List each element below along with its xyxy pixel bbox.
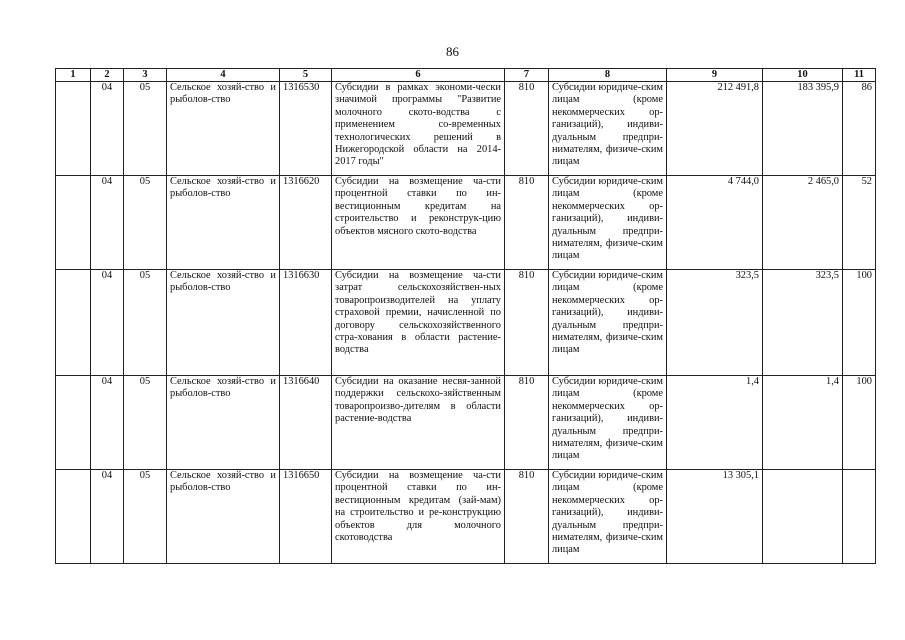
cell-section-name: Сельское хозяй-ство и рыболов-ство (167, 470, 280, 564)
page-number: 86 (446, 44, 459, 59)
cell-expense-type: 810 (505, 376, 549, 470)
cell-description: Субсидии на возмещение ча-сти процентной ставки по ин-вестиционным кредитам на строительство и реконструк-цию объектов мясного ското-водства (332, 176, 505, 270)
cell-index (56, 176, 91, 270)
table-row (56, 376, 876, 470)
cell-planned-amount: 13 305,1 (667, 470, 763, 564)
cell-description: Субсидии на оказание несвя-занной поддержки сельскохо-зяйственным товаропроизво-дителям в области растение-водства (332, 376, 505, 470)
cell-target-code: 1316620 (280, 176, 332, 270)
cell-target-code: 1316630 (280, 270, 332, 376)
col-header-4: 4 (167, 69, 280, 82)
cell-section: 04 (91, 176, 124, 270)
cell-planned-amount: 323,5 (667, 270, 763, 376)
cell-subsection: 05 (124, 82, 167, 176)
col-header-7: 7 (505, 69, 549, 82)
cell-index (56, 82, 91, 176)
cell-actual-amount: 183 395,9 (763, 82, 843, 176)
cell-target-code: 1316530 (280, 82, 332, 176)
cell-section-name: Сельское хозяй-ство и рыболов-ство (167, 376, 280, 470)
cell-section: 04 (91, 470, 124, 564)
cell-recipient: Субсидии юридиче-ским лицам (кроме некоммерческих ор-ганизаций), индиви-дуальным предпри-нимателям, физиче-ским лицам (549, 376, 667, 470)
cell-subsection: 05 (124, 470, 167, 564)
cell-recipient: Субсидии юридиче-ским лицам (кроме некоммерческих ор-ганизаций), индиви-дуальным предпри-нимателям, физиче-ским лицам (549, 82, 667, 176)
col-header-3: 3 (124, 69, 167, 82)
cell-subsection: 05 (124, 176, 167, 270)
cell-section: 04 (91, 376, 124, 470)
cell-expense-type: 810 (505, 82, 549, 176)
cell-section: 04 (91, 270, 124, 376)
cell-percent: 52 (843, 176, 876, 270)
cell-planned-amount: 1,4 (667, 376, 763, 470)
cell-actual-amount: 323,5 (763, 270, 843, 376)
col-header-9: 9 (667, 69, 763, 82)
budget-table (55, 68, 876, 564)
cell-section-name: Сельское хозяй-ство и рыболов-ство (167, 270, 280, 376)
table-row (56, 82, 876, 176)
cell-section-name: Сельское хозяй-ство и рыболов-ство (167, 176, 280, 270)
cell-actual-amount (763, 470, 843, 564)
cell-expense-type: 810 (505, 470, 549, 564)
cell-description: Субсидии на возмещение ча-сти затрат сельскохозяйствен-ных товаропроизводителей на уплату страховой премии, начисленной по договору сельскохозяйственного стра-хования в области растение-водства (332, 270, 505, 376)
header-row (56, 69, 876, 82)
cell-section-name: Сельское хозяй-ство и рыболов-ство (167, 82, 280, 176)
cell-index (56, 376, 91, 470)
cell-actual-amount: 2 465,0 (763, 176, 843, 270)
cell-percent: 100 (843, 270, 876, 376)
cell-recipient: Субсидии юридиче-ским лицам (кроме некоммерческих ор-ганизаций), индиви-дуальным предпри-нимателям, физиче-ским лицам (549, 470, 667, 564)
cell-expense-type: 810 (505, 270, 549, 376)
cell-description: Субсидии на возмещение ча-сти процентной ставки по ин-вестиционным кредитам (зай-мам) на строительство и ре-конструкцию объектов для молочного скотоводства (332, 470, 505, 564)
cell-subsection: 05 (124, 376, 167, 470)
table-row (56, 176, 876, 270)
cell-index (56, 470, 91, 564)
table-row (56, 470, 876, 564)
cell-section: 04 (91, 82, 124, 176)
col-header-10: 10 (763, 69, 843, 82)
col-header-8: 8 (549, 69, 667, 82)
col-header-5: 5 (280, 69, 332, 82)
cell-recipient: Субсидии юридиче-ским лицам (кроме некоммерческих ор-ганизаций), индиви-дуальным предпри-нимателям, физиче-ским лицам (549, 176, 667, 270)
cell-percent (843, 470, 876, 564)
cell-expense-type: 810 (505, 176, 549, 270)
col-header-2: 2 (91, 69, 124, 82)
cell-recipient: Субсидии юридиче-ским лицам (кроме некоммерческих ор-ганизаций), индиви-дуальным предпри-нимателям, физиче-ским лицам (549, 270, 667, 376)
col-header-6: 6 (332, 69, 505, 82)
cell-target-code: 1316640 (280, 376, 332, 470)
cell-percent: 100 (843, 376, 876, 470)
col-header-11: 11 (843, 69, 876, 82)
cell-index (56, 270, 91, 376)
col-header-1: 1 (56, 69, 91, 82)
cell-planned-amount: 212 491,8 (667, 82, 763, 176)
cell-subsection: 05 (124, 270, 167, 376)
cell-percent: 86 (843, 82, 876, 176)
table-row (56, 270, 876, 376)
cell-actual-amount: 1,4 (763, 376, 843, 470)
cell-planned-amount: 4 744,0 (667, 176, 763, 270)
cell-target-code: 1316650 (280, 470, 332, 564)
cell-description: Субсидии в рамках экономи-чески значимой программы "Развитие молочного ското-водства с применением со-временных технологических решений в Нижегородской области на 2014-2017 годы" (332, 82, 505, 176)
